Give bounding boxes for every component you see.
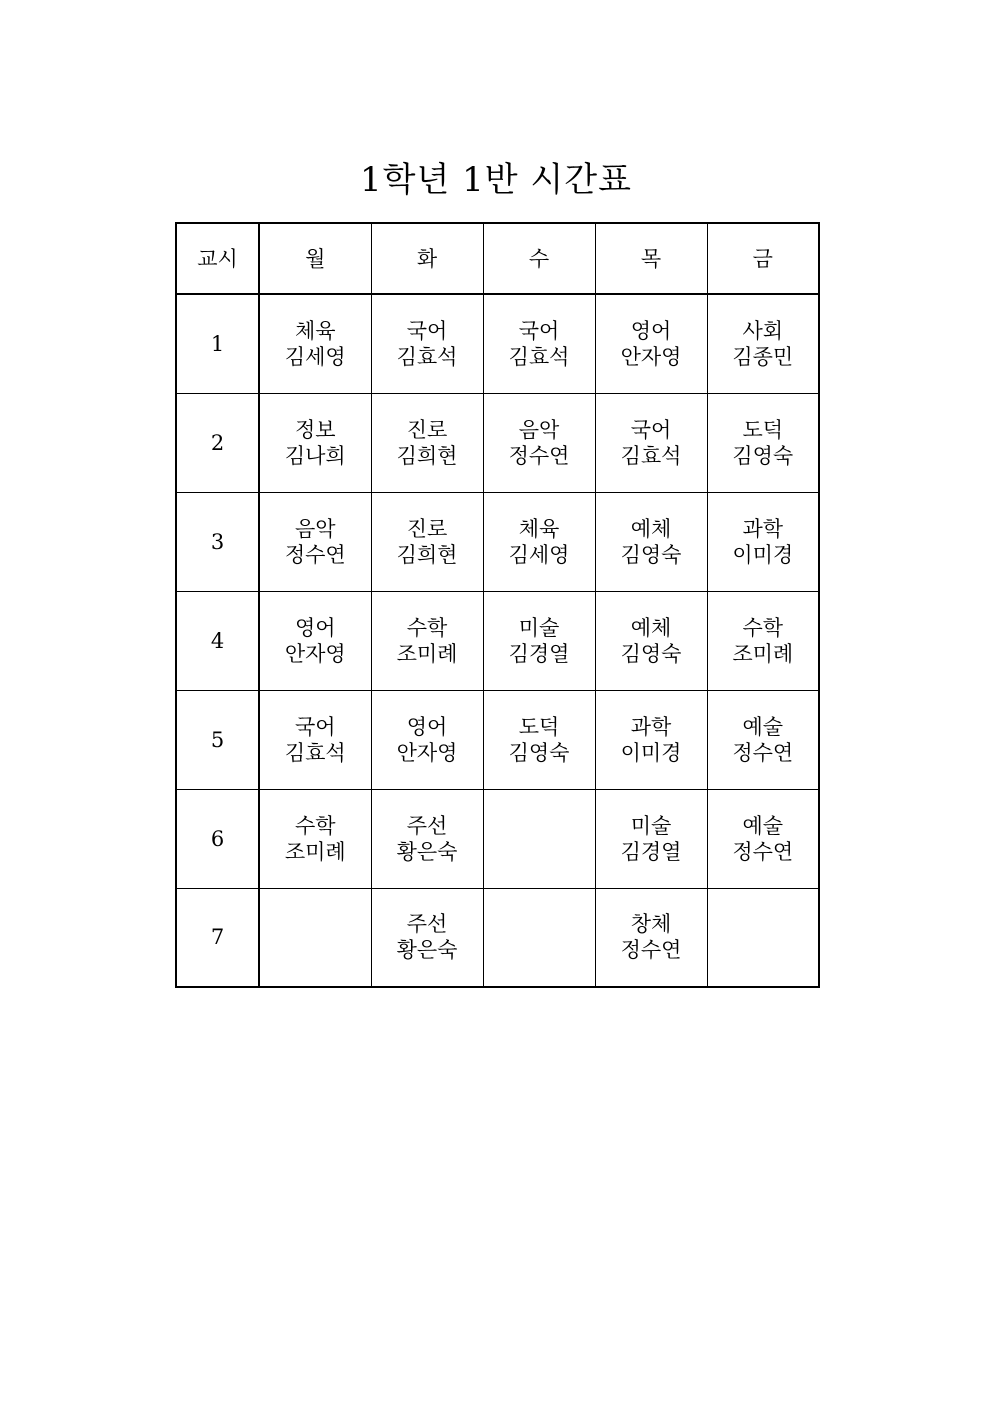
subject-name: 과학 [742, 516, 784, 541]
subject-name: 진로 [406, 516, 448, 541]
subject-name: 정보 [294, 417, 336, 442]
subject-name: 도덕 [742, 417, 784, 442]
subject-name: 음악 [294, 516, 336, 541]
class-cell-fri [707, 888, 819, 987]
subject-name: 과학 [630, 714, 672, 739]
subject-name: 국어 [518, 318, 560, 343]
class-cell-tue [371, 789, 483, 888]
class-cell-wed [483, 591, 595, 690]
table-row [176, 393, 819, 492]
subject-name: 체육 [518, 516, 560, 541]
header-mon: 월 [259, 223, 371, 294]
table-row [176, 888, 819, 987]
subject-name: 수학 [742, 615, 784, 640]
class-cell-wed [483, 294, 595, 393]
subject-name: 예체 [630, 516, 672, 541]
class-cell-tue [371, 492, 483, 591]
teacher-name: 조미례 [284, 839, 346, 864]
subject-name: 영어 [294, 615, 336, 640]
teacher-name: 이미경 [620, 740, 682, 765]
table-row [176, 591, 819, 690]
period-number: 4 [176, 591, 259, 690]
teacher-name: 김효석 [508, 344, 570, 369]
teacher-name: 김영숙 [732, 443, 794, 468]
teacher-name: 황은숙 [396, 938, 458, 963]
table-row [176, 294, 819, 393]
teacher-name: 안자영 [284, 641, 346, 666]
header-tue: 화 [371, 223, 483, 294]
class-cell-thu [595, 492, 707, 591]
teacher-name: 김희현 [396, 542, 458, 567]
subject-name: 국어 [630, 417, 672, 442]
teacher-name: 김효석 [396, 344, 458, 369]
teacher-name: 조미례 [396, 641, 458, 666]
class-cell-mon [259, 690, 371, 789]
subject-name: 예술 [742, 714, 784, 739]
table-row [176, 492, 819, 591]
teacher-name: 정수연 [620, 938, 682, 963]
subject-name: 체육 [294, 318, 336, 343]
class-cell-mon [259, 888, 371, 987]
class-cell-tue [371, 393, 483, 492]
teacher-name: 조미례 [732, 641, 794, 666]
subject-name: 창체 [630, 912, 672, 937]
class-cell-fri [707, 591, 819, 690]
class-cell-thu [595, 591, 707, 690]
class-cell-mon [259, 789, 371, 888]
teacher-name: 김희현 [396, 443, 458, 468]
teacher-name: 김세영 [508, 542, 570, 567]
teacher-name: 김경열 [620, 839, 682, 864]
subject-name: 음악 [518, 417, 560, 442]
teacher-name: 김영숙 [620, 542, 682, 567]
period-number: 2 [176, 393, 259, 492]
class-cell-wed [483, 789, 595, 888]
class-cell-tue [371, 591, 483, 690]
class-cell-mon [259, 591, 371, 690]
teacher-name: 김효석 [284, 740, 346, 765]
class-cell-wed [483, 393, 595, 492]
class-cell-thu [595, 888, 707, 987]
table-row [176, 690, 819, 789]
class-cell-tue [371, 690, 483, 789]
teacher-name: 황은숙 [396, 839, 458, 864]
teacher-name: 김영숙 [508, 740, 570, 765]
teacher-name: 정수연 [732, 839, 794, 864]
teacher-name: 정수연 [284, 542, 346, 567]
subject-name: 미술 [630, 813, 672, 838]
subject-name: 영어 [406, 714, 448, 739]
timetable-body [176, 294, 819, 987]
teacher-name: 김세영 [284, 344, 346, 369]
class-cell-fri [707, 492, 819, 591]
class-cell-thu [595, 690, 707, 789]
teacher-name: 김종민 [732, 344, 794, 369]
period-number: 1 [176, 294, 259, 393]
subject-name: 진로 [406, 417, 448, 442]
header-row [176, 223, 819, 294]
class-cell-fri [707, 789, 819, 888]
timetable [175, 222, 820, 988]
period-number: 6 [176, 789, 259, 888]
class-cell-wed [483, 492, 595, 591]
period-number: 7 [176, 888, 259, 987]
class-cell-thu [595, 789, 707, 888]
class-cell-tue [371, 888, 483, 987]
subject-name: 국어 [406, 318, 448, 343]
teacher-name: 안자영 [620, 344, 682, 369]
class-cell-fri [707, 393, 819, 492]
class-cell-fri [707, 294, 819, 393]
teacher-name: 이미경 [732, 542, 794, 567]
period-number: 5 [176, 690, 259, 789]
teacher-name: 안자영 [396, 740, 458, 765]
class-cell-mon [259, 294, 371, 393]
table-row [176, 789, 819, 888]
subject-name: 미술 [518, 615, 560, 640]
teacher-name: 김경열 [508, 641, 570, 666]
period-number: 3 [176, 492, 259, 591]
subject-name: 예술 [742, 813, 784, 838]
teacher-name: 정수연 [508, 443, 570, 468]
class-cell-wed [483, 888, 595, 987]
teacher-name: 김효석 [620, 443, 682, 468]
class-cell-wed [483, 690, 595, 789]
class-cell-thu [595, 393, 707, 492]
class-cell-mon [259, 492, 371, 591]
subject-name: 주선 [406, 912, 448, 937]
subject-name: 영어 [630, 318, 672, 343]
header-wed: 수 [483, 223, 595, 294]
subject-name: 사회 [742, 318, 784, 343]
teacher-name: 정수연 [732, 740, 794, 765]
class-cell-thu [595, 294, 707, 393]
header-thu: 목 [595, 223, 707, 294]
subject-name: 예체 [630, 615, 672, 640]
teacher-name: 김영숙 [620, 641, 682, 666]
subject-name: 국어 [294, 714, 336, 739]
class-cell-mon [259, 393, 371, 492]
subject-name: 수학 [294, 813, 336, 838]
page-title: 1학년 1반 시간표 [360, 160, 632, 200]
subject-name: 수학 [406, 615, 448, 640]
header-period: 교시 [176, 223, 259, 294]
class-cell-tue [371, 294, 483, 393]
subject-name: 주선 [406, 813, 448, 838]
teacher-name: 김나희 [284, 443, 346, 468]
class-cell-fri [707, 690, 819, 789]
subject-name: 도덕 [518, 714, 560, 739]
header-fri: 금 [707, 223, 819, 294]
